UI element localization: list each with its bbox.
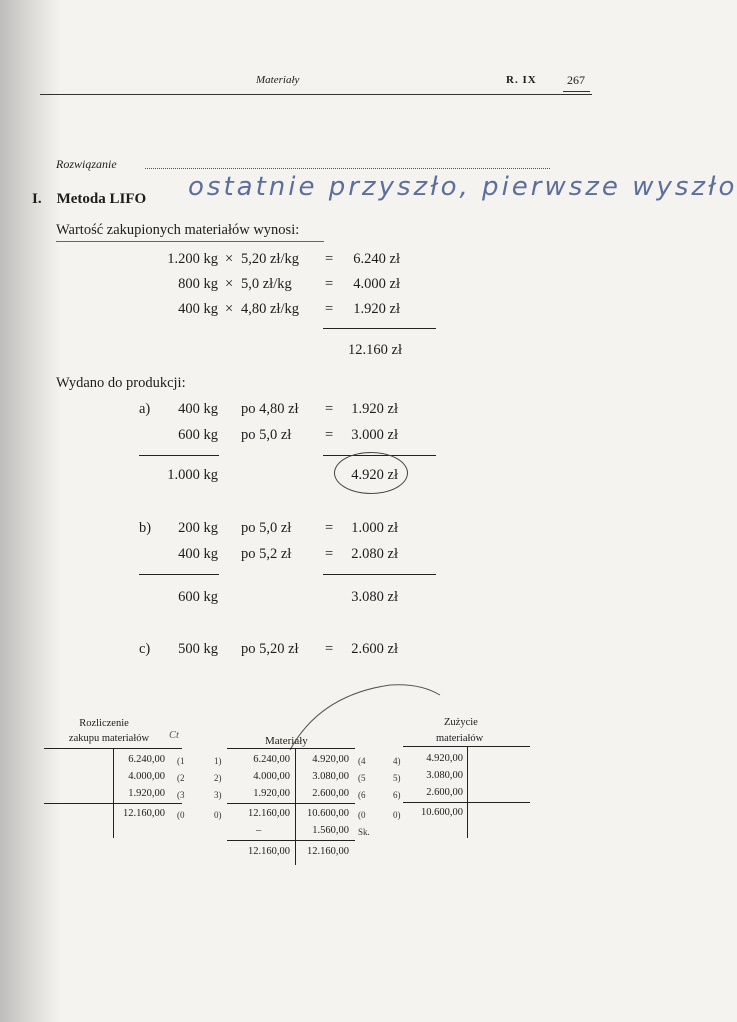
page-number: 267	[567, 73, 585, 87]
issue-price: po 5,20 zł	[241, 641, 299, 657]
issue-sum-value: 4.920 zł	[351, 467, 398, 483]
equals-sign: =	[325, 641, 334, 657]
solution-label: Rozwiązanie	[56, 157, 117, 171]
times-sign: ×	[225, 251, 234, 267]
ledger-title: materiałów	[436, 733, 484, 744]
ledger-total: 10.600,00	[421, 807, 463, 818]
issue-qty: 200 kg	[178, 520, 218, 536]
ledger-divider	[295, 748, 296, 865]
purchase-value: 6.240 zł	[353, 251, 400, 267]
issue-value: 1.000 zł	[351, 520, 398, 536]
issued-label: Wydano do produkcji:	[56, 375, 186, 391]
issue-sum-qty: 1.000 kg	[167, 467, 218, 483]
ledger-balance-debit: –	[256, 825, 262, 836]
issue-letter: c)	[139, 641, 151, 657]
ledger-credit: 4.920,00	[312, 754, 349, 765]
issue-qty: 400 kg	[178, 546, 218, 562]
header-rule	[40, 94, 592, 95]
ledger-amount: 3.080,00	[426, 770, 463, 781]
section-number: I.	[32, 191, 42, 207]
running-header-title: Materiały	[256, 74, 300, 86]
issue-sum-qty: 600 kg	[178, 589, 218, 605]
issue-value: 2.600 zł	[351, 641, 398, 657]
equals-sign: =	[325, 251, 334, 267]
issue-sum-value: 3.080 zł	[351, 589, 398, 605]
purchase-qty: 1.200 kg	[167, 251, 218, 267]
issue-qty: 500 kg	[178, 641, 218, 657]
ledger-amount: 6.240,00	[128, 754, 165, 765]
posting-ref: (3	[177, 790, 185, 800]
page-number-underline	[563, 91, 590, 92]
handwritten-circle	[334, 452, 408, 494]
equals-sign: =	[325, 276, 334, 292]
posting-ref: 0)	[393, 810, 401, 820]
issue-qty: 400 kg	[178, 401, 218, 417]
issue-value: 2.080 zł	[351, 546, 398, 562]
purchase-value: 4.000 zł	[353, 276, 400, 292]
equals-sign: =	[325, 301, 334, 317]
issue-price: po 5,0 zł	[241, 520, 292, 536]
issue-qty: 600 kg	[178, 427, 218, 443]
balance-marker: Sk.	[358, 827, 370, 837]
sum-rule	[323, 328, 436, 329]
times-sign: ×	[225, 276, 234, 292]
ledger-top-rule	[227, 748, 355, 749]
equals-sign: =	[325, 401, 334, 417]
ledger-balance: 1.560,00	[312, 825, 349, 836]
equals-sign: =	[325, 427, 334, 443]
purchase-value: 1.920 zł	[353, 301, 400, 317]
page-gutter-shadow	[0, 0, 60, 1022]
posting-ref: 6)	[393, 790, 401, 800]
ledger-debit: 6.240,00	[253, 754, 290, 765]
ledger-debit: 4.000,00	[253, 771, 290, 782]
ledger-title: Zużycie	[444, 717, 478, 728]
section-heading	[32, 191, 146, 208]
posting-ref: (1	[177, 756, 185, 766]
purchase-price: 5,20 zł/kg	[241, 251, 299, 267]
ledger-amount: 2.600,00	[426, 787, 463, 798]
ledger-final-rule	[227, 840, 355, 841]
purchase-qty: 400 kg	[178, 301, 218, 317]
ledger-sum-rule	[403, 802, 530, 803]
handwritten-annotation: Ct	[169, 730, 179, 741]
posting-ref: (0	[358, 810, 366, 820]
equals-sign: =	[325, 546, 334, 562]
times-sign: ×	[225, 301, 234, 317]
value-sum-rule	[323, 574, 436, 575]
issue-price: po 5,0 zł	[241, 427, 292, 443]
posting-ref: 1)	[214, 756, 222, 766]
purchase-qty: 800 kg	[178, 276, 218, 292]
issue-price: po 5,2 zł	[241, 546, 292, 562]
posting-ref: 4)	[393, 756, 401, 766]
posting-ref: 3)	[214, 790, 222, 800]
ledger-credit: 3.080,00	[312, 771, 349, 782]
ledger-credit-total: 10.600,00	[307, 808, 349, 819]
issue-letter: b)	[139, 520, 152, 536]
ledger-amount: 4.920,00	[426, 753, 463, 764]
ledger-title: Materiały	[265, 735, 308, 747]
posting-ref: (6	[358, 790, 366, 800]
posting-ref: 5)	[393, 773, 401, 783]
posting-ref: 2)	[214, 773, 222, 783]
purchase-price: 4,80 zł/kg	[241, 301, 299, 317]
ledger-amount: 1.920,00	[128, 788, 165, 799]
posting-ref: 0)	[214, 810, 222, 820]
ledger-debit-total: 12.160,00	[248, 808, 290, 819]
ledger-debit: 1.920,00	[253, 788, 290, 799]
ledger-credit: 2.600,00	[312, 788, 349, 799]
purchase-price: 5,0 zł/kg	[241, 276, 292, 292]
purchase-intro: Wartość zakupionych materiałów wynosi:	[56, 222, 300, 238]
ledger-title: zakupu materiałów	[68, 733, 150, 744]
qty-sum-rule	[139, 574, 219, 575]
posting-ref: (4	[358, 756, 366, 766]
ledger-total: 12.160,00	[123, 808, 165, 819]
equals-sign: =	[325, 520, 334, 536]
dotted-leader	[145, 168, 550, 169]
chapter-label: R. IX	[506, 74, 537, 86]
issue-value: 3.000 zł	[351, 427, 398, 443]
purchase-total: 12.160 zł	[348, 342, 402, 358]
intro-underline	[56, 241, 324, 242]
ledger-divider	[467, 746, 468, 838]
issue-value: 1.920 zł	[351, 401, 398, 417]
issue-price: po 4,80 zł	[241, 401, 299, 417]
posting-ref: (0	[177, 810, 185, 820]
ledger-final-credit: 12.160,00	[307, 846, 349, 857]
section-title: Metoda LIFO	[56, 191, 147, 207]
handwritten-note: ostatnie przyszło, pierwsze wyszło	[188, 172, 737, 202]
ledger-sum-rule	[227, 803, 355, 804]
qty-sum-rule	[139, 455, 219, 456]
ledger-amount: 4.000,00	[128, 771, 165, 782]
ledger-final-debit: 12.160,00	[248, 846, 290, 857]
posting-ref: (5	[358, 773, 366, 783]
ledger-sum-rule	[44, 803, 182, 804]
posting-ref: (2	[177, 773, 185, 783]
ledger-divider	[113, 748, 114, 838]
issue-letter: a)	[139, 401, 151, 417]
ledger-title: Rozliczenie	[79, 718, 129, 729]
